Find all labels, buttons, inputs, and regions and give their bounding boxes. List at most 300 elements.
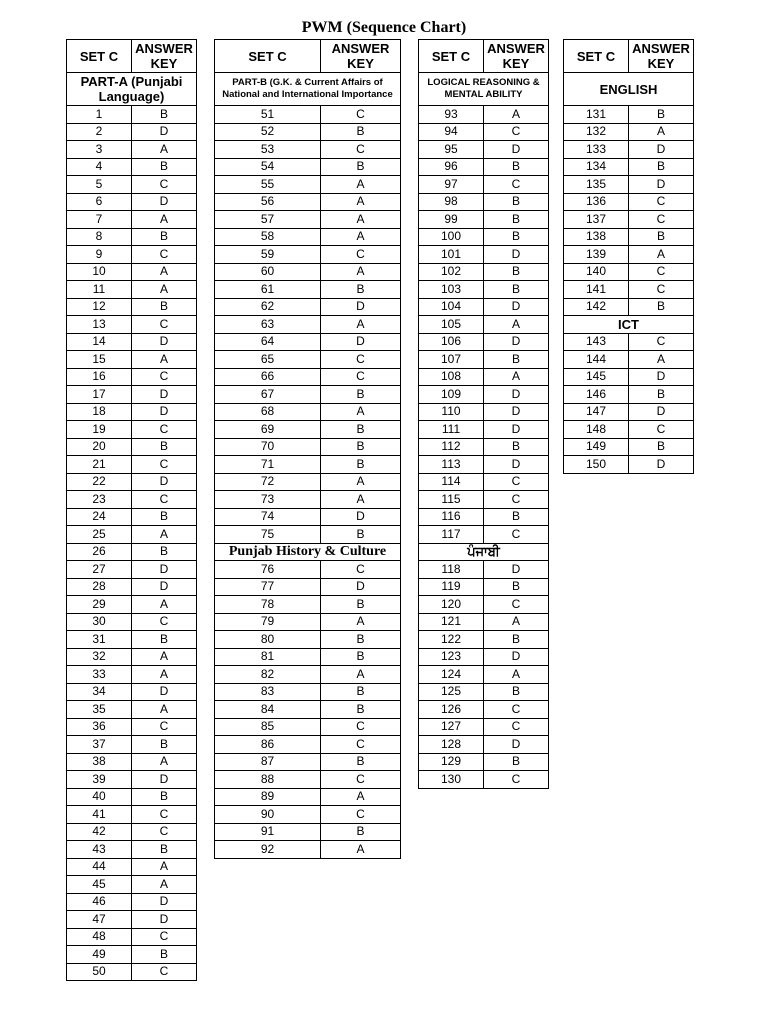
question-number: 47 <box>67 911 132 929</box>
question-number: 15 <box>67 351 132 369</box>
table-row <box>419 176 549 194</box>
section-heading-row <box>215 73 401 106</box>
question-number: 150 <box>564 456 629 474</box>
set-column-header: SET C <box>215 40 321 73</box>
question-number: 72 <box>215 473 321 491</box>
answer-key-column-header: ANSWER KEY <box>629 40 694 73</box>
question-number: 123 <box>419 648 484 666</box>
question-number: 110 <box>419 403 484 421</box>
answer-letter: C <box>484 771 549 789</box>
answer-letter: B <box>321 823 401 841</box>
question-number: 88 <box>215 771 321 789</box>
answer-letter: A <box>629 246 694 264</box>
table-row <box>215 578 401 596</box>
table-row <box>419 211 549 229</box>
question-number: 82 <box>215 666 321 684</box>
table-row <box>67 543 197 561</box>
table-row <box>67 771 197 789</box>
question-number: 106 <box>419 333 484 351</box>
answer-letter: A <box>132 211 197 229</box>
question-number: 1 <box>67 106 132 124</box>
answer-letter: C <box>484 701 549 719</box>
question-number: 43 <box>67 841 132 859</box>
table-row <box>419 386 549 404</box>
table-row <box>67 246 197 264</box>
table-row <box>67 736 197 754</box>
question-number: 94 <box>419 123 484 141</box>
question-number: 139 <box>564 246 629 264</box>
answer-letter: A <box>321 841 401 859</box>
question-number: 124 <box>419 666 484 684</box>
question-number: 32 <box>67 648 132 666</box>
question-number: 112 <box>419 438 484 456</box>
question-number: 54 <box>215 158 321 176</box>
question-number: 143 <box>564 333 629 351</box>
answer-letter: C <box>132 491 197 509</box>
answer-letter: D <box>132 403 197 421</box>
answer-letter: B <box>132 298 197 316</box>
answer-letter: C <box>629 263 694 281</box>
question-number: 85 <box>215 718 321 736</box>
question-number: 103 <box>419 281 484 299</box>
question-number: 87 <box>215 753 321 771</box>
table-row <box>67 893 197 911</box>
question-number: 133 <box>564 141 629 159</box>
question-number: 23 <box>67 491 132 509</box>
table-row <box>419 578 549 596</box>
set-column-header: SET C <box>564 40 629 73</box>
question-number: 66 <box>215 368 321 386</box>
answer-key-column-header: ANSWER KEY <box>321 40 401 73</box>
answer-letter: B <box>321 123 401 141</box>
answer-letter: D <box>132 333 197 351</box>
table-row <box>564 281 694 299</box>
answer-letter: B <box>132 106 197 124</box>
answer-letter: A <box>132 281 197 299</box>
question-number: 8 <box>67 228 132 246</box>
answer-letter: D <box>132 561 197 579</box>
question-number: 51 <box>215 106 321 124</box>
question-number: 34 <box>67 683 132 701</box>
table-row <box>67 141 197 159</box>
table-row <box>67 526 197 544</box>
set-column-header: SET C <box>67 40 132 73</box>
question-number: 93 <box>419 106 484 124</box>
table-row <box>215 666 401 684</box>
answer-letter: B <box>132 543 197 561</box>
table-row <box>67 666 197 684</box>
answer-letter: A <box>321 473 401 491</box>
question-number: 68 <box>215 403 321 421</box>
question-number: 70 <box>215 438 321 456</box>
answer-letter: B <box>321 438 401 456</box>
section-heading-row <box>419 543 549 561</box>
answer-letter: D <box>484 386 549 404</box>
table-row <box>67 386 197 404</box>
table-row <box>67 438 197 456</box>
answer-letter: B <box>484 158 549 176</box>
answer-letter: D <box>132 473 197 491</box>
table-row <box>67 508 197 526</box>
question-number: 49 <box>67 946 132 964</box>
question-number: 81 <box>215 648 321 666</box>
answer-letter: B <box>321 648 401 666</box>
answer-letter: A <box>132 596 197 614</box>
answer-letter: B <box>321 631 401 649</box>
question-number: 6 <box>67 193 132 211</box>
question-number: 122 <box>419 631 484 649</box>
question-number: 22 <box>67 473 132 491</box>
question-number: 131 <box>564 106 629 124</box>
question-number: 96 <box>419 158 484 176</box>
question-number: 76 <box>215 561 321 579</box>
question-number: 90 <box>215 806 321 824</box>
answer-key-column-header: ANSWER KEY <box>484 40 549 73</box>
table-row <box>564 158 694 176</box>
section-heading-row <box>419 73 549 106</box>
answer-letter: D <box>132 771 197 789</box>
answer-letter: B <box>321 158 401 176</box>
question-number: 104 <box>419 298 484 316</box>
table-row <box>67 596 197 614</box>
answer-letter: D <box>484 298 549 316</box>
answer-letter: C <box>132 928 197 946</box>
answer-letter: D <box>321 333 401 351</box>
answer-letter: B <box>484 508 549 526</box>
table-row <box>215 508 401 526</box>
question-number: 14 <box>67 333 132 351</box>
answer-letter: C <box>484 123 549 141</box>
table-row <box>215 298 401 316</box>
table-header-row <box>67 40 197 73</box>
question-number: 18 <box>67 403 132 421</box>
table-row <box>564 456 694 474</box>
question-number: 28 <box>67 578 132 596</box>
answer-letter: B <box>629 158 694 176</box>
question-number: 127 <box>419 718 484 736</box>
table-row <box>215 176 401 194</box>
question-number: 17 <box>67 386 132 404</box>
question-number: 61 <box>215 281 321 299</box>
question-number: 101 <box>419 246 484 264</box>
answer-letter: C <box>132 718 197 736</box>
table-row <box>419 613 549 631</box>
answer-letter: A <box>132 753 197 771</box>
table-row <box>215 246 401 264</box>
table-row <box>67 928 197 946</box>
answer-letter: D <box>629 141 694 159</box>
question-number: 11 <box>67 281 132 299</box>
answer-letter: C <box>321 106 401 124</box>
table-row <box>215 823 401 841</box>
answer-letter: A <box>132 526 197 544</box>
question-number: 74 <box>215 508 321 526</box>
answer-letter: A <box>132 351 197 369</box>
table-row <box>215 491 401 509</box>
question-number: 9 <box>67 246 132 264</box>
answer-letter: D <box>321 508 401 526</box>
table-row <box>419 193 549 211</box>
table-row <box>215 106 401 124</box>
table-row <box>419 456 549 474</box>
table-row <box>419 736 549 754</box>
section-heading-row <box>215 543 401 561</box>
answer-letter: B <box>321 421 401 439</box>
question-number: 100 <box>419 228 484 246</box>
question-number: 146 <box>564 386 629 404</box>
answer-key-column-header: ANSWER KEY <box>132 40 197 73</box>
question-number: 35 <box>67 701 132 719</box>
table-row <box>215 841 401 859</box>
table-row <box>419 508 549 526</box>
question-number: 53 <box>215 141 321 159</box>
answer-letter: B <box>629 438 694 456</box>
table-row <box>419 141 549 159</box>
question-number: 120 <box>419 596 484 614</box>
table-row <box>215 228 401 246</box>
answer-letter: D <box>484 456 549 474</box>
question-number: 50 <box>67 963 132 981</box>
answer-letter: B <box>629 228 694 246</box>
table-row <box>215 718 401 736</box>
table-row <box>215 438 401 456</box>
answer-letter: A <box>484 666 549 684</box>
question-number: 4 <box>67 158 132 176</box>
answer-letter: B <box>321 386 401 404</box>
page-title: PWM (Sequence Chart) <box>301 19 467 36</box>
table-row <box>215 333 401 351</box>
question-number: 36 <box>67 718 132 736</box>
table-row <box>215 211 401 229</box>
answer-letter: C <box>321 736 401 754</box>
answer-letter: C <box>321 718 401 736</box>
question-number: 140 <box>564 263 629 281</box>
table-row <box>215 158 401 176</box>
question-number: 71 <box>215 456 321 474</box>
answer-letter: B <box>629 106 694 124</box>
answer-letter: B <box>484 683 549 701</box>
answer-letter: A <box>132 648 197 666</box>
answer-letter: B <box>484 753 549 771</box>
question-number: 24 <box>67 508 132 526</box>
answer-letter: D <box>132 893 197 911</box>
answer-letter: B <box>132 631 197 649</box>
answer-letter: A <box>321 228 401 246</box>
table-row <box>67 963 197 981</box>
section-heading-row <box>564 73 694 106</box>
table-row <box>564 386 694 404</box>
table-row <box>419 158 549 176</box>
question-number: 33 <box>67 666 132 684</box>
table-row <box>419 648 549 666</box>
table-row <box>419 491 549 509</box>
answer-letter: C <box>484 526 549 544</box>
question-number: 78 <box>215 596 321 614</box>
question-number: 56 <box>215 193 321 211</box>
table-row <box>67 753 197 771</box>
answer-letter: A <box>321 211 401 229</box>
table-row <box>67 316 197 334</box>
table-row <box>67 823 197 841</box>
answer-letter: A <box>132 666 197 684</box>
table-row <box>564 263 694 281</box>
question-number: 37 <box>67 736 132 754</box>
question-number: 19 <box>67 421 132 439</box>
answer-letter: A <box>484 613 549 631</box>
table-row <box>419 263 549 281</box>
section-heading: ICT <box>564 316 694 334</box>
question-number: 59 <box>215 246 321 264</box>
answer-letter: D <box>132 386 197 404</box>
question-number: 2 <box>67 123 132 141</box>
answer-letter: B <box>321 526 401 544</box>
table-row <box>215 788 401 806</box>
question-number: 118 <box>419 561 484 579</box>
question-number: 113 <box>419 456 484 474</box>
question-number: 92 <box>215 841 321 859</box>
answer-letter: C <box>321 561 401 579</box>
answer-letter: B <box>132 788 197 806</box>
question-number: 52 <box>215 123 321 141</box>
table-row <box>564 351 694 369</box>
table-row <box>419 561 549 579</box>
answer-letter: C <box>132 421 197 439</box>
table-row <box>215 368 401 386</box>
table-row <box>67 176 197 194</box>
table-row <box>67 491 197 509</box>
answer-letter: A <box>321 613 401 631</box>
answer-letter: B <box>484 193 549 211</box>
answer-key-table-3 <box>418 39 549 789</box>
answer-letter: C <box>484 596 549 614</box>
table-row <box>419 526 549 544</box>
answer-letter: A <box>321 788 401 806</box>
answer-letter: A <box>132 876 197 894</box>
table-row <box>67 351 197 369</box>
section-heading: Punjab History & Culture <box>215 543 401 561</box>
table-row <box>67 718 197 736</box>
table-row <box>67 946 197 964</box>
section-heading: ਪੰਜਾਬੀ <box>419 543 549 561</box>
table-header-row <box>564 40 694 73</box>
question-number: 119 <box>419 578 484 596</box>
table-row <box>564 123 694 141</box>
table-row <box>67 368 197 386</box>
answer-letter: C <box>132 613 197 631</box>
answer-letter: C <box>132 823 197 841</box>
answer-letter: B <box>629 298 694 316</box>
question-number: 141 <box>564 281 629 299</box>
question-number: 69 <box>215 421 321 439</box>
table-row <box>67 158 197 176</box>
answer-letter: D <box>321 298 401 316</box>
answer-letter: B <box>321 701 401 719</box>
table-row <box>419 631 549 649</box>
question-number: 135 <box>564 176 629 194</box>
question-number: 73 <box>215 491 321 509</box>
answer-letter: D <box>132 578 197 596</box>
answer-letter: D <box>484 421 549 439</box>
table-row <box>215 456 401 474</box>
table-row <box>215 753 401 771</box>
question-number: 55 <box>215 176 321 194</box>
table-row <box>67 403 197 421</box>
answer-letter: B <box>484 228 549 246</box>
question-number: 29 <box>67 596 132 614</box>
table-row <box>215 386 401 404</box>
table-row <box>67 876 197 894</box>
question-number: 136 <box>564 193 629 211</box>
answer-letter: D <box>484 648 549 666</box>
question-number: 60 <box>215 263 321 281</box>
table-row <box>215 736 401 754</box>
answer-letter: A <box>132 263 197 281</box>
table-row <box>215 403 401 421</box>
table-row <box>564 141 694 159</box>
question-number: 149 <box>564 438 629 456</box>
table-row <box>215 316 401 334</box>
answer-letter: B <box>321 456 401 474</box>
answer-letter: C <box>132 456 197 474</box>
table-row <box>67 211 197 229</box>
table-row <box>419 473 549 491</box>
table-row <box>419 281 549 299</box>
answer-letter: B <box>484 631 549 649</box>
table-row <box>67 841 197 859</box>
question-number: 83 <box>215 683 321 701</box>
answer-letter: B <box>321 281 401 299</box>
answer-letter: C <box>132 316 197 334</box>
table-row <box>215 473 401 491</box>
answer-letter: A <box>484 106 549 124</box>
question-number: 116 <box>419 508 484 526</box>
answer-letter: B <box>484 263 549 281</box>
table-row <box>564 193 694 211</box>
table-row <box>67 421 197 439</box>
answer-letter: D <box>484 246 549 264</box>
answer-letter: D <box>484 736 549 754</box>
question-number: 46 <box>67 893 132 911</box>
answer-letter: B <box>484 211 549 229</box>
answer-letter: A <box>484 316 549 334</box>
table-row <box>419 596 549 614</box>
table-row <box>67 456 197 474</box>
answer-letter: A <box>629 123 694 141</box>
answer-letter: C <box>629 421 694 439</box>
answer-letter: B <box>629 386 694 404</box>
table-row <box>215 631 401 649</box>
set-column-header: SET C <box>419 40 484 73</box>
table-row <box>419 368 549 386</box>
table-row <box>419 753 549 771</box>
table-row <box>215 596 401 614</box>
table-row <box>215 141 401 159</box>
answer-letter: A <box>321 316 401 334</box>
answer-letter: D <box>484 141 549 159</box>
table-row <box>215 193 401 211</box>
question-number: 137 <box>564 211 629 229</box>
section-heading-row <box>67 73 197 106</box>
answer-letter: C <box>629 211 694 229</box>
table-row <box>419 228 549 246</box>
answer-letter: A <box>321 193 401 211</box>
table-row <box>419 701 549 719</box>
table-row <box>419 298 549 316</box>
table-row <box>419 683 549 701</box>
question-number: 39 <box>67 771 132 789</box>
question-number: 125 <box>419 683 484 701</box>
answer-letter: A <box>132 141 197 159</box>
